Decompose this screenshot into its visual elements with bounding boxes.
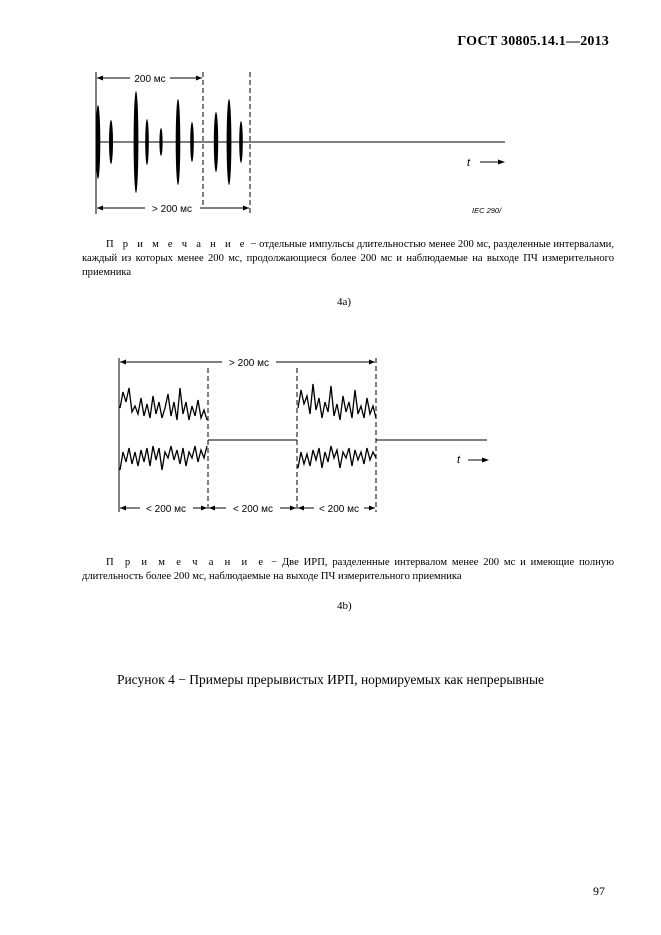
figure-4a-dim-bottom-label: > 200 мс: [152, 204, 192, 215]
figure-4b-arrowhead: [120, 360, 126, 365]
noise-trace-upper-2: [298, 384, 376, 420]
figure-4b-arrowhead: [201, 506, 207, 511]
figure-4a-arrowhead: [97, 76, 103, 81]
figure-4a-arrowhead: [97, 206, 103, 211]
figure-4b-note: [82, 556, 614, 584]
pulse: [145, 119, 149, 165]
figure-4a-arrowhead: [196, 76, 202, 81]
figure-4a-arrowhead: [243, 206, 249, 211]
figure-4a-t-label: t: [467, 157, 471, 169]
figure-4b-arrowhead: [369, 506, 375, 511]
figure-4b-dim-top-label: > 200 мс: [229, 358, 269, 369]
figure-4b-dim-bottom-label-2: < 200 мс: [233, 504, 273, 515]
noise-trace-upper-1: [120, 388, 207, 420]
figure-caption: Рисунок 4 − Примеры прерывистых ИРП, нормируемых как непрерывные: [116, 672, 545, 687]
pulse: [239, 121, 243, 163]
figure-4b-arrowhead: [120, 506, 126, 511]
note-text: − Две ИРП, разделенные интервалом менее 200 мс и имеющие полную длительность более 200 мс, наблюдаемые на выходе ПЧ измерительного приемника: [82, 557, 614, 582]
figure-4b-dim-bottom-label-3: < 200 мс: [319, 504, 359, 515]
noise-trace-lower-1: [120, 446, 207, 470]
note-text: − отдельные импульсы длительностью менее 200 мс, разделенные интервалами, каждый из которых менее 200 мс, продолжающиеся более 200 мс и наблюдаемые на выходе ПЧ измерительного приемника: [82, 239, 614, 278]
figure-4b-arrowhead: [298, 506, 304, 511]
pulse: [190, 122, 194, 162]
note-lead: П р и м е ч а н и е: [106, 557, 267, 568]
figure-4b: [0, 340, 661, 530]
pulse: [134, 91, 139, 193]
figure-4b-label: 4b): [337, 600, 352, 612]
note-lead: П р и м е ч а н и е: [106, 239, 248, 250]
pulse: [227, 99, 232, 185]
document-header: ГОСТ 30805.14.1—2013: [457, 34, 609, 49]
figure-4b-arrowhead: [369, 360, 375, 365]
pulse: [96, 105, 101, 179]
figure-4a-label: 4a): [337, 296, 352, 308]
figure-4b-arrowhead: [209, 506, 215, 511]
figure-4a-source-label: IEC 290/: [472, 206, 502, 215]
figure-4a-dim-top-label: 200 мс: [134, 74, 166, 85]
figure-4a-arrowhead: [498, 160, 505, 165]
pulse: [176, 99, 181, 185]
pulse: [159, 128, 162, 156]
pulse: [109, 120, 113, 164]
pulse: [214, 112, 218, 172]
figure-4b-arrowhead: [482, 458, 489, 463]
figure-4b-arrowhead: [290, 506, 296, 511]
figure-4a: [0, 0, 661, 230]
figure-4b-t-label: t: [457, 454, 461, 466]
page-number: 97: [593, 884, 605, 898]
noise-trace-lower-2: [298, 446, 376, 468]
figure-4b-dim-bottom-label-1: < 200 мс: [146, 504, 186, 515]
figure-4a-note: [82, 238, 614, 280]
